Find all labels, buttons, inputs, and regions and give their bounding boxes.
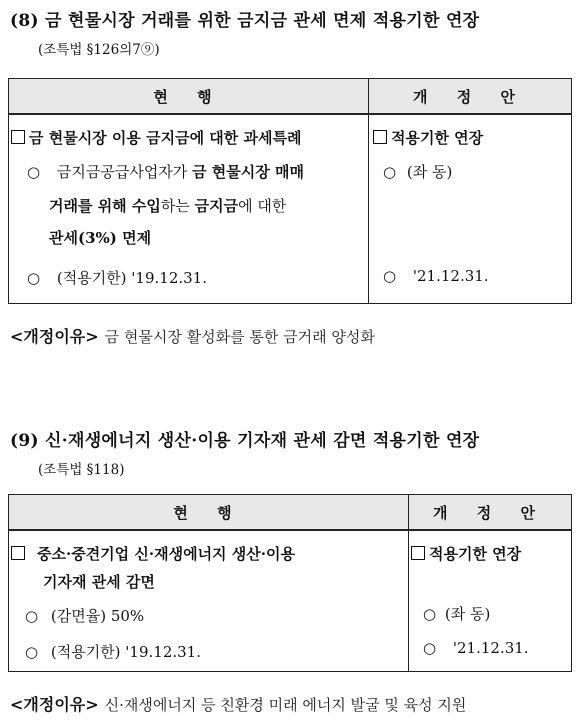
section-8-proposed-deadline: '21.12.31.: [412, 267, 489, 285]
bullet-circle-icon: ○: [27, 269, 41, 287]
bullet-circle-icon: ○: [383, 163, 397, 181]
section-9-current-heading-line1: 중소·중견기업 신·재생에너지 생산·이용: [37, 545, 295, 563]
section-9-current-heading-line2: 기자재 관세 감면: [43, 573, 155, 591]
current-column-header: 현 행: [9, 79, 369, 115]
reason-text: 금 현물시장 활성화를 통한 금거래 양성화: [104, 328, 375, 346]
current-column-header: 현 행: [9, 495, 409, 531]
bullet-circle-icon: ○: [423, 639, 437, 657]
section-8-current-deadline: (적용기한) '19.12.31.: [56, 269, 207, 287]
reason-label: <개정이유>: [10, 695, 99, 714]
section-9-law-reference: (조특법 §118): [38, 462, 125, 478]
section-8-bullet1-text: 금지금공급사업자가: [56, 163, 193, 181]
checkbox-square-icon: [373, 130, 387, 144]
proposed-column-header: 개 정 안: [369, 79, 572, 115]
section-8-bullet1-line3: 관세(3%) 면제: [49, 229, 152, 247]
section-9-current-deadline: (적용기한) '19.12.31.: [50, 643, 201, 661]
section-9-comparison-table: [8, 494, 572, 672]
checkbox-square-icon: [11, 130, 25, 144]
section-9-proposed-cell: [409, 530, 572, 672]
section-9-title: (9) 신·재생에너지 생산·이용 기자재 관세 감면 적용기한 연장: [10, 431, 480, 451]
section-9-proposed-deadline: '21.12.31.: [452, 639, 529, 657]
section-8-title: (8) 금 현물시장 거래를 위한 금지금 관세 면제 적용기한 연장: [10, 11, 480, 31]
checkbox-square-icon: [411, 546, 425, 560]
section-9-reduction-rate: (감면율) 50%: [50, 607, 145, 625]
section-8-bullet1-bold: 금 현물시장 매매: [192, 163, 304, 181]
section-8-comparison-table: [8, 78, 572, 304]
section-8-bullet1-line2-bold: 거래를 위해 수입: [49, 197, 161, 215]
section-8-current-heading: 금 현물시장 이용 금지금에 대한 과세특례: [29, 129, 302, 147]
bullet-circle-icon: ○: [25, 643, 39, 661]
reason-label: <개정이유>: [10, 327, 99, 346]
section-8-reason: [10, 324, 375, 347]
section-8-proposed-same: (좌 동): [406, 163, 453, 181]
section-8-current-cell: [9, 114, 369, 304]
bullet-circle-icon: ○: [27, 163, 41, 181]
section-8-proposed-heading: 적용기한 연장: [391, 129, 484, 147]
bullet-circle-icon: ○: [383, 267, 397, 285]
bullet-circle-icon: ○: [25, 607, 39, 625]
section-8-bullet1-line2-post: 에 대한: [238, 197, 287, 215]
section-8-law-reference: (조특법 §126의7⑨): [38, 42, 160, 58]
reason-text: 신·재생에너지 등 친환경 미래 에너지 발굴 및 육성 지원: [104, 696, 467, 714]
proposed-column-header: 개 정 안: [409, 495, 572, 531]
section-8-bullet1-line2-mid: 하는: [160, 197, 195, 215]
checkbox-square-icon: [11, 546, 25, 560]
section-8-proposed-cell: [369, 114, 572, 304]
bullet-circle-icon: ○: [423, 605, 437, 623]
section-9-proposed-heading: 적용기한 연장: [429, 545, 522, 563]
section-9-current-cell: [9, 530, 409, 672]
section-9-proposed-same: (좌 동): [444, 605, 491, 623]
section-8-bullet1-line2-bold2: 금지금: [194, 197, 239, 215]
section-9-reason: [10, 692, 466, 715]
